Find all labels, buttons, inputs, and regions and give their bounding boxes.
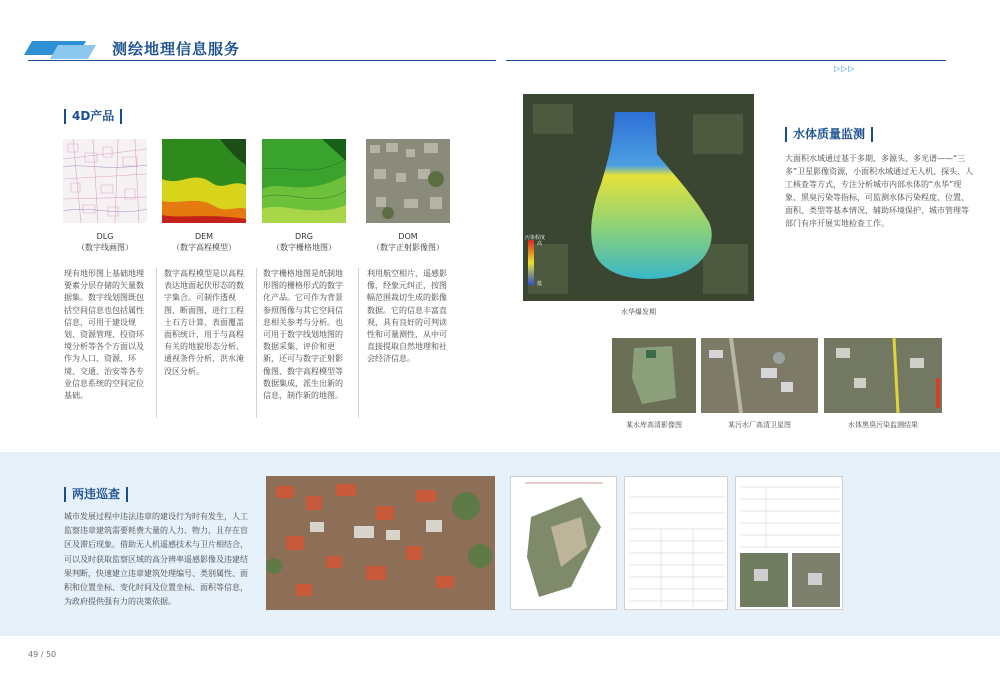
dem-map-image xyxy=(162,139,246,223)
triple-arrow-icon: ▷▷▷ xyxy=(834,64,856,73)
black-odor-caption: 水体黑臭污染监测结果 xyxy=(848,421,918,429)
drg-code: DRG xyxy=(295,232,313,241)
legend-title: 污染程度 xyxy=(525,235,546,241)
dem-code: DEM xyxy=(194,232,214,241)
sewage-plant-image xyxy=(701,338,818,413)
dom-code: DOM xyxy=(398,232,418,241)
header-divider xyxy=(28,60,496,61)
violations-description: 城市发展过程中违法违章的建设行为时有发生，人工监察违章建筑需要耗费大量的人力、物力，且存在盲区及滞后现象。借助无人机遥感技术与卫片相结合，可以及时获取监察区域的高分辨率遥感影像及违建结果判断，快速建立违章建筑处理编号、类别属性、面积和位置坐标、变化时间及位置坐标、面积等信息，为政府提供强有力的决策依据。 xyxy=(64,512,248,607)
water-title: 水体质量监测 xyxy=(785,127,873,142)
dlg-code: DLG xyxy=(96,232,114,241)
page-title: 测绘地理信息服务 xyxy=(112,40,241,58)
products-title: 4D产品 xyxy=(64,109,122,124)
legend-low: 低 xyxy=(537,281,543,287)
column-divider xyxy=(156,268,157,418)
dom-name: （数字正射影像图） xyxy=(372,243,444,252)
dlg-name: （数字线画图） xyxy=(77,243,133,252)
violation-map-document xyxy=(510,476,617,610)
aerial-photo-image xyxy=(266,476,495,610)
drg-description: 数字栅格地图是纸制地形图的栅格形式的数字化产品。它可作为背景参照图像与其它空间信息相关参考与分析。也可用于数字线划地图的数据采集、评价和更新，还可与数字正射影像图、数字高程模型等数据集成，派生出新的信息，制作新的地图。 xyxy=(263,269,343,401)
statistics-table-document xyxy=(624,476,728,610)
water-description: 大面积水域通过基于多期、多源头、多光谱——“三多”卫星影像资源，小面积水域通过无人机、探头、人工核查等方式，专注分析城市内部水体的“水华”现象、黑臭污染等指标，可监测水体污染程度、位置、面积、类型等基本情况，辅助环境保护、城市管理等部门有序开展实地检查工作。 xyxy=(785,154,974,228)
dem-name: （数字高程模型） xyxy=(172,243,236,252)
header-divider-right xyxy=(506,60,946,61)
dom-photo-image xyxy=(366,139,450,223)
violations-title: 两违巡查 xyxy=(64,487,128,502)
black-odor-monitoring-image xyxy=(824,338,942,413)
violation-record-document xyxy=(735,476,843,610)
header-decor-band-light xyxy=(50,45,96,59)
dem-description: 数字高程模型是以高程表达地面起伏形态的数字集合。可制作透视图、断面图，进行工程土石方计算、表面覆盖面积统计，用于与高程有关的地貌形态分析、通视条件分析、洪水淹没区分析。 xyxy=(164,269,244,376)
column-divider xyxy=(358,268,359,418)
dlg-map-image xyxy=(63,139,147,223)
sewage-plant-caption: 某污水厂高清卫星图 xyxy=(728,421,791,429)
main-image-caption: 水华爆发期 xyxy=(621,308,656,316)
drg-map-image xyxy=(262,139,346,223)
dom-description: 利用航空相片、遥感影像，经象元纠正，按图幅范围裁切生成的影像数据。它的信息丰富直观，具有良好的可判读性和可量测性，从中可直接提取自然地理和社会经济信息。 xyxy=(367,269,447,364)
water-bloom-satellite-image xyxy=(523,94,754,301)
dlg-description: 现有地形图上基础地理要素分层存储的矢量数据集。数字线划图既包括空间信息也包括属性信息，可用于建设规划、资源管理、投资环境分析等各个方面以及作为人口、资源、环境、交通、治安等各专业信息系统的空间定位基础。 xyxy=(64,269,144,401)
reservoir-image xyxy=(612,338,696,413)
legend-high: 高 xyxy=(537,241,543,247)
column-divider xyxy=(256,268,257,418)
reservoir-caption: 某水库高清影像图 xyxy=(626,421,682,429)
drg-name: （数字栅格地图） xyxy=(272,243,336,252)
page-number: 49 / 50 xyxy=(28,650,57,659)
